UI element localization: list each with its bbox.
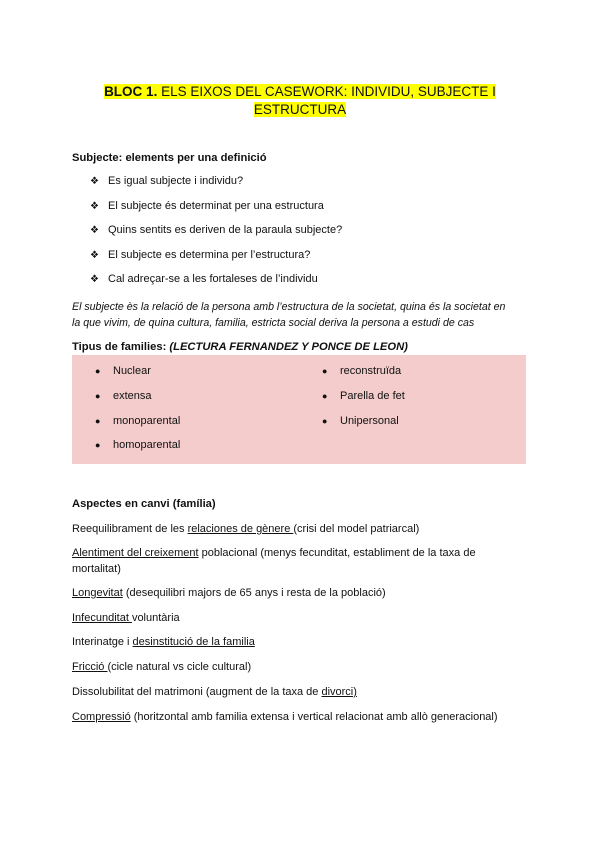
aspecte-longevitat: Longevitat (desequilibri majors de 65 anys i resta de la població)	[72, 587, 386, 599]
subjecte-question-list	[90, 175, 342, 298]
aspecte-interinatge: Interinatge i desinstitució de la familia	[72, 636, 255, 648]
diamond-bullet-icon: ❖	[90, 225, 99, 237]
bullet-icon: ●	[95, 440, 101, 451]
aspecte-friccio: Fricció (cicle natural vs cicle cultural)	[72, 661, 252, 673]
bullet-icon: ●	[322, 366, 328, 376]
family-types-col1	[95, 365, 180, 464]
title-bloc: BLOC 1.	[104, 84, 158, 99]
diamond-bullet-icon: ❖	[90, 176, 99, 187]
bullet-icon: ●	[322, 415, 328, 426]
tipus-heading: Tipus de families: (LECTURA FERNANDEZ Y PONCE DE LEON)	[72, 341, 408, 353]
list-item: ● Nuclear	[95, 365, 180, 390]
list-item: ● monoparental	[95, 415, 180, 440]
aspecte-compressio: Compressió (horitzontal amb familia extensa i vertical relacionat amb allò generacional)	[72, 711, 498, 723]
list-item: ● homoparental	[95, 439, 180, 464]
aspecte-reequilibrament: Reequilibrament de les relaciones de gènere (crisi del model patriarcal)	[72, 523, 420, 535]
list-item: ❖ Es igual subjecte i individu?	[90, 175, 244, 187]
title-line2: ESTRUCTURA	[253, 102, 347, 117]
list-item: ● extensa	[95, 390, 180, 415]
list-item: ● reconstruïda	[322, 365, 405, 390]
diamond-bullet-icon: ❖	[90, 274, 99, 286]
family-types-box	[72, 355, 526, 464]
aspecte-dissolubilitat: Dissolubilitat del matrimoni (augment de la taxa de divorci)	[72, 686, 357, 698]
list-item: ● Unipersonal	[322, 415, 405, 440]
bullet-icon: ●	[322, 390, 328, 401]
list-item: ❖ El subjecte és determinat per una estructura	[90, 199, 324, 212]
subjecte-heading: Subjecte: elements per una definició	[72, 152, 267, 164]
diamond-bullet-icon: ❖	[90, 200, 99, 212]
list-item: ❖ Cal adreçar-se a les fortaleses de l’individu	[90, 273, 318, 286]
diamond-bullet-icon: ❖	[90, 249, 99, 261]
bullet-icon: ●	[95, 390, 101, 401]
list-item: ❖ El subjecte es determina per l’estructura?	[90, 248, 311, 261]
list-item: ❖ Quins sentits es deriven de la paraula subjecte?	[90, 224, 343, 237]
tipus-reference: (LECTURA FERNANDEZ Y PONCE DE LEON)	[169, 341, 408, 353]
aspectes-heading: Aspectes en canvi (família)	[72, 498, 216, 510]
title-line1: ELS EIXOS DEL CASEWORK: INDIVIDU, SUBJECTE I	[161, 84, 496, 99]
list-item: ● Parella de fet	[322, 390, 405, 415]
family-types-col2	[322, 365, 405, 439]
subjecte-definition: El subjecte ès la relació de la persona amb l’estructura de la societat, quina és la societat en la que vivim, de quina cultura, familia, estricta social deriva la persona a estudi de cas	[72, 301, 506, 329]
page-title	[72, 83, 528, 119]
bullet-icon: ●	[95, 366, 101, 376]
aspecte-alentiment: Alentiment del creixement poblacional (menys fecunditat, establiment de la taxa de mortalitat)	[72, 547, 476, 575]
aspecte-infecunditat: Infecunditat voluntària	[72, 612, 180, 624]
bullet-icon: ●	[95, 415, 101, 426]
